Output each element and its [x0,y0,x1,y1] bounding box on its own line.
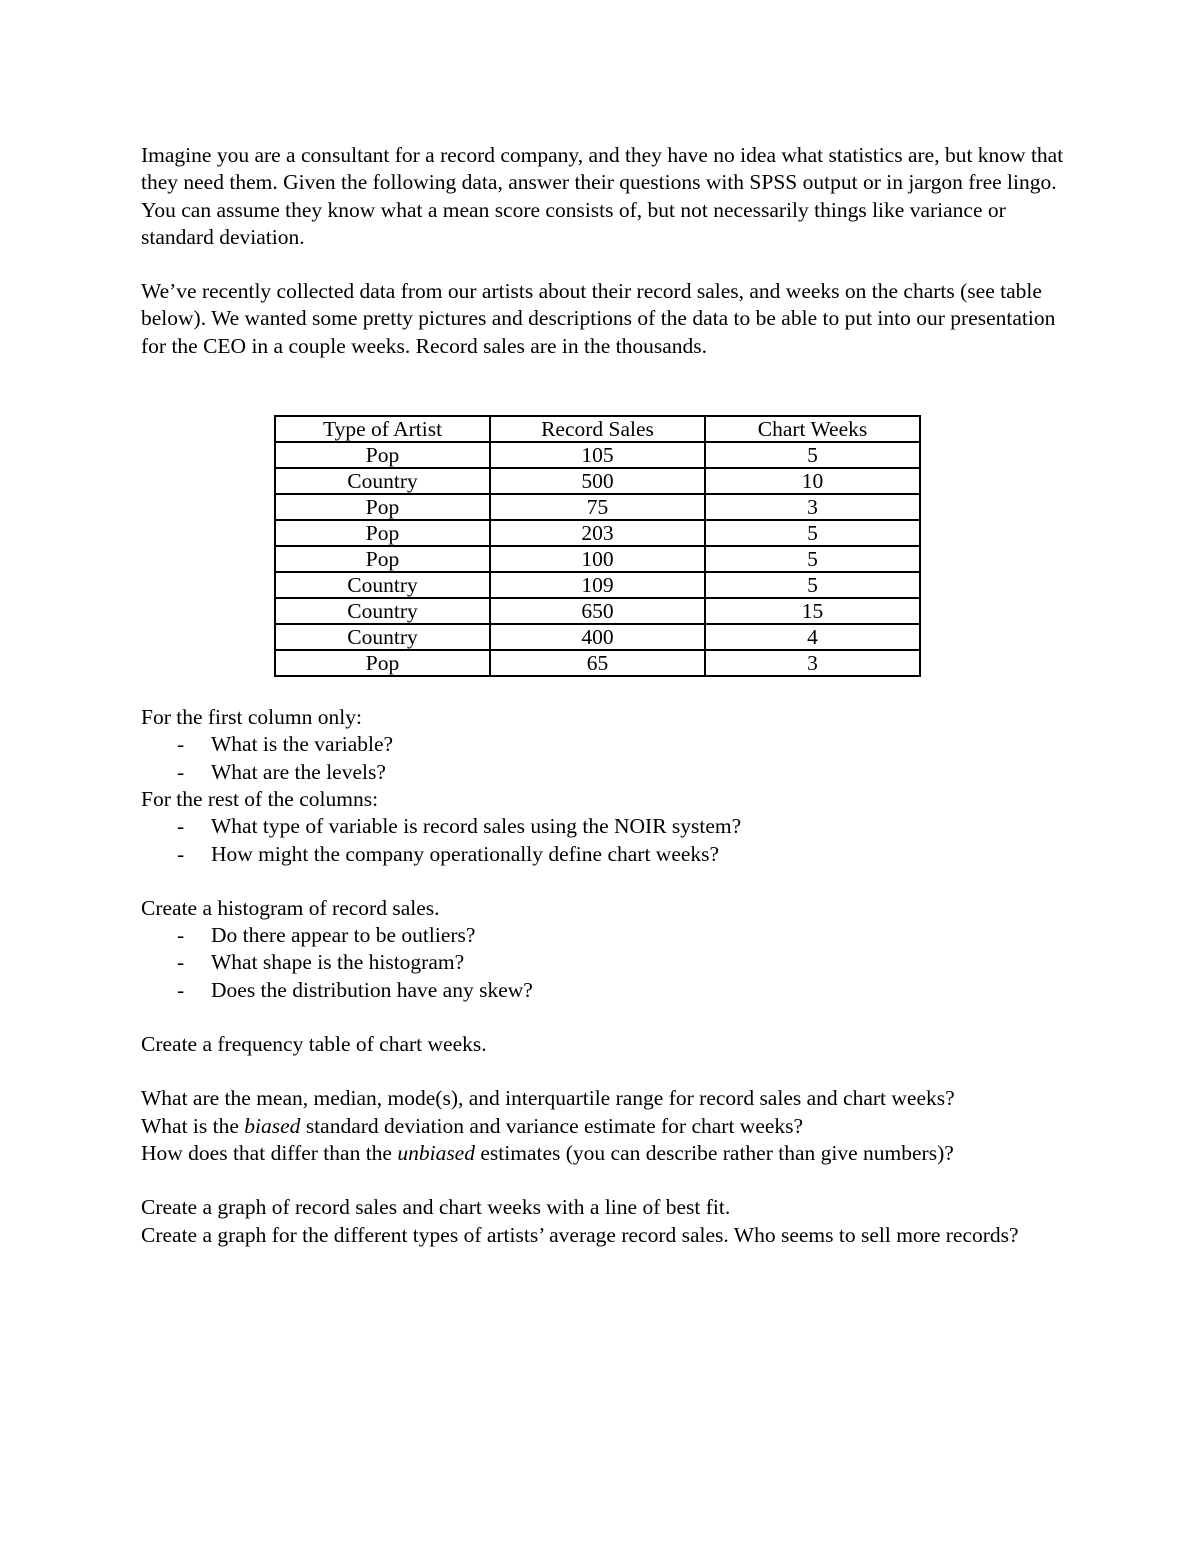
document-page [141,142,1081,1249]
list-item-text: What shape is the histogram? [211,950,465,975]
table-cell: 109 [490,572,705,598]
rest-columns-questions [141,813,1081,868]
table-cell: 500 [490,468,705,494]
table-cell: Pop [275,520,490,546]
stats-q2-post: standard deviation and variance estimate for chart weeks? [300,1113,804,1138]
table-cell: Country [275,572,490,598]
table-cell: 100 [490,546,705,572]
table-cell: Pop [275,494,490,520]
table-row [275,494,920,520]
table-row [275,468,920,494]
graph-question-1: Create a graph of record sales and chart weeks with a line of best fit. [141,1195,731,1220]
table-header-cell: Type of Artist [275,416,490,442]
rest-columns-heading: For the rest of the columns: [141,786,379,811]
table-cell: Pop [275,442,490,468]
table-cell: 5 [705,442,920,468]
table-cell: 65 [490,650,705,676]
table-cell: 5 [705,520,920,546]
histogram-heading: Create a histogram of record sales. [141,895,440,920]
table-cell: Pop [275,650,490,676]
table-cell: 105 [490,442,705,468]
artist-data-table [274,415,921,677]
table-row [275,572,920,598]
table-cell: Pop [275,546,490,572]
table-row [275,650,920,676]
table-cell: 15 [705,598,920,624]
table-cell: 3 [705,650,920,676]
table-row [275,442,920,468]
list-item [141,977,1081,1004]
dash-bullet-icon: - [177,950,185,975]
stats-question-2 [141,1113,1081,1140]
dash-bullet-icon: - [177,977,185,1002]
frequency-table-question: Create a frequency table of chart weeks. [141,1032,487,1057]
dash-bullet-icon: - [177,841,185,866]
list-item-text: How might the company operationally define chart weeks? [211,841,720,866]
table-cell: 75 [490,494,705,520]
table-cell: 5 [705,572,920,598]
table-cell: 5 [705,546,920,572]
list-item [141,922,1081,949]
stats-q2-pre: What is the [141,1113,245,1138]
stats-q3-pre: How does that differ than the [141,1140,398,1165]
table-row [275,598,920,624]
table-cell: 203 [490,520,705,546]
stats-question-3 [141,1140,1081,1167]
stats-question-1: What are the mean, median, mode(s), and interquartile range for record sales and chart weeks? [141,1086,955,1111]
dash-bullet-icon: - [177,923,185,948]
table-cell: 400 [490,624,705,650]
table-cell: 3 [705,494,920,520]
dash-bullet-icon: - [177,759,185,784]
table-row [275,624,920,650]
list-item [141,731,1081,758]
table-cell: 4 [705,624,920,650]
stats-q3-emphasis: unbiased [397,1140,475,1165]
table-cell: Country [275,624,490,650]
table-header-cell: Chart Weeks [705,416,920,442]
table-cell: Country [275,468,490,494]
table-cell: 10 [705,468,920,494]
graph-question-2: Create a graph for the different types of artists’ average record sales. Who seems to sell more records? [141,1222,1019,1247]
table-cell: 650 [490,598,705,624]
list-item-text: What type of variable is record sales using the NOIR system? [211,814,742,839]
dash-bullet-icon: - [177,732,185,757]
list-item [141,949,1081,976]
list-item [141,813,1081,840]
stats-q3-post: estimates (you can describe rather than give numbers)? [474,1140,954,1165]
dash-bullet-icon: - [177,814,185,839]
histogram-questions [141,922,1081,1004]
list-item [141,759,1081,786]
table-cell: Country [275,598,490,624]
table-header-cell: Record Sales [490,416,705,442]
list-item-text: What are the levels? [211,759,386,784]
first-column-heading: For the first column only: [141,705,362,730]
list-item-text: Does the distribution have any skew? [211,977,533,1002]
table-row [275,546,920,572]
intro-paragraph-2: We’ve recently collected data from our artists about their record sales, and weeks on the charts (see table below). We wanted some pretty pictures and descriptions of the data to be able to put into our presentation for the CEO in a couple weeks. Record sales are in the thousands. [141,279,1056,358]
table-row [275,520,920,546]
list-item-text: Do there appear to be outliers? [211,923,476,948]
stats-q2-emphasis: biased [244,1113,301,1138]
list-item-text: What is the variable? [211,732,394,757]
intro-paragraph-1: Imagine you are a consultant for a record company, and they have no idea what statistics are, but know that they need them. Given the following data, answer their questions with SPSS output or in jargon free lingo. You can assume they know what a mean score consists of, but not necessarily things like variance or standard deviation. [141,143,1064,249]
list-item [141,841,1081,868]
first-column-questions [141,731,1081,786]
table-header-row [275,416,920,442]
